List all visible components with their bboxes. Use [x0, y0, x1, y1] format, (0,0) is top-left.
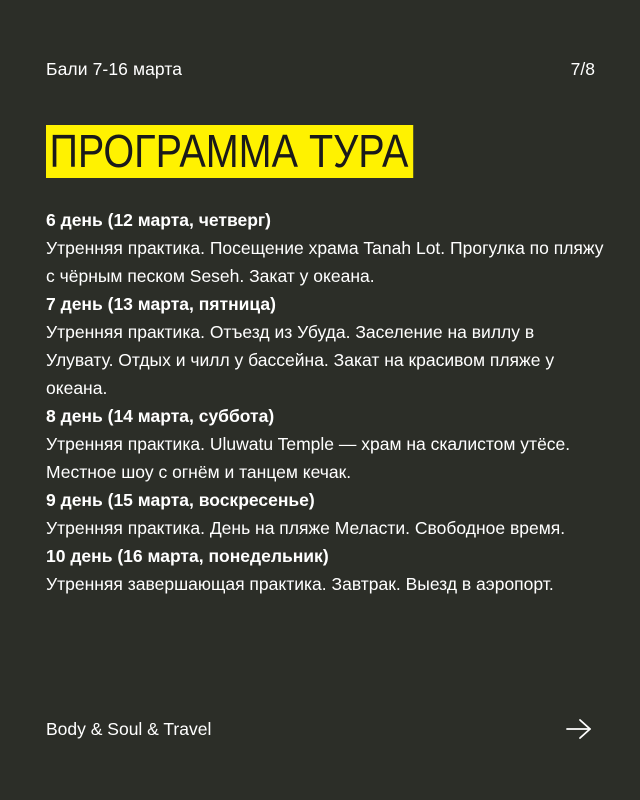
day-item	[46, 206, 606, 290]
program-list	[46, 206, 606, 598]
day-heading: 6 день (12 марта, четверг)	[46, 210, 272, 230]
day-heading: 9 день (15 марта, воскресенье)	[46, 490, 315, 510]
day-description: Утренняя практика. Посещение храма Tanah Lot. Прогулка по пляжу с чёрным песком Seseh. Закат у океана.	[46, 238, 604, 286]
day-description: Утренняя завершающая практика. Завтрак. Выезд в аэропорт.	[46, 574, 554, 594]
day-heading: 10 день (16 марта, понедельник)	[46, 546, 329, 566]
tour-label: Бали 7-16 марта	[46, 59, 183, 79]
day-description: Утренняя практика. День на пляже Меласти. Свободное время.	[46, 518, 566, 538]
day-item	[46, 542, 606, 598]
day-item	[46, 290, 606, 402]
brand-footer: Body & Soul & Travel	[46, 719, 212, 739]
page-title: ПРОГРАММА ТУРА	[46, 125, 414, 178]
day-heading: 8 день (14 марта, суббота)	[46, 406, 275, 426]
day-item	[46, 486, 606, 542]
arrow-right-icon[interactable]	[566, 718, 592, 740]
day-heading: 7 день (13 марта, пятница)	[46, 294, 276, 314]
day-description: Утренняя практика. Uluwatu Temple — храм на скалистом утёсе. Местное шоу с огнём и танцем кечак.	[46, 434, 571, 482]
day-description: Утренняя практика. Отъезд из Убуда. Заселение на виллу в Улувату. Отдых и чилл у бассейна. Закат на красивом пляже у океана.	[46, 322, 555, 398]
day-item	[46, 402, 606, 486]
page-counter: 7/8	[570, 59, 595, 79]
